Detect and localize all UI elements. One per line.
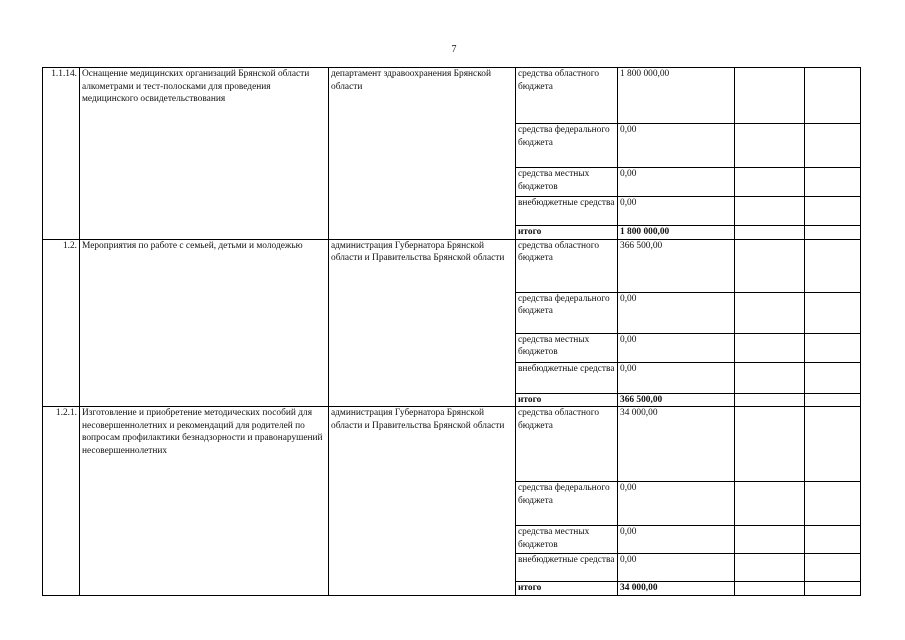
empty-cell bbox=[805, 554, 861, 582]
empty-cell bbox=[735, 68, 805, 124]
empty-cell bbox=[805, 226, 861, 240]
empty-cell bbox=[735, 526, 805, 554]
source-label: средства местных бюджетов bbox=[516, 333, 618, 362]
source-label: средства областного бюджета bbox=[516, 68, 618, 124]
source-value: 0,00 bbox=[618, 526, 735, 554]
item-name: Мероприятия по работе с семьей, детьми и молодежью bbox=[80, 239, 329, 407]
empty-cell bbox=[805, 292, 861, 333]
source-label: средства местных бюджетов bbox=[516, 526, 618, 554]
source-label: внебюджетные средства bbox=[516, 197, 618, 226]
source-value: 0,00 bbox=[618, 197, 735, 226]
empty-cell bbox=[735, 407, 805, 482]
page-number: 7 bbox=[451, 44, 457, 55]
empty-cell bbox=[735, 292, 805, 333]
table-row bbox=[43, 239, 861, 292]
total-value: 34 000,00 bbox=[618, 582, 735, 596]
source-label: средства федерального бюджета bbox=[516, 292, 618, 333]
empty-cell bbox=[805, 168, 861, 197]
item-name: Изготовление и приобретение методических пособий для несовершеннолетних и рекомендаций для родителей по вопросам профилактики безнадзорности и правонарушений несовершеннолетних bbox=[80, 407, 329, 596]
table-row bbox=[43, 407, 861, 482]
source-value: 0,00 bbox=[618, 362, 735, 393]
item-executor: администрация Губернатора Брянской области и Правительства Брянской области bbox=[329, 239, 516, 407]
source-value: 0,00 bbox=[618, 168, 735, 197]
empty-cell bbox=[805, 124, 861, 168]
empty-cell bbox=[735, 168, 805, 197]
total-value: 1 800 000,00 bbox=[618, 226, 735, 240]
empty-cell bbox=[805, 482, 861, 526]
total-label: итого bbox=[516, 226, 618, 240]
empty-cell bbox=[735, 362, 805, 393]
total-label: итого bbox=[516, 582, 618, 596]
source-value: 0,00 bbox=[618, 292, 735, 333]
source-label: внебюджетные средства bbox=[516, 362, 618, 393]
empty-cell bbox=[735, 124, 805, 168]
item-number: 1.2. bbox=[43, 239, 80, 407]
empty-cell bbox=[805, 239, 861, 292]
item-executor: департамент здравоохранения Брянской области bbox=[329, 68, 516, 240]
source-label: средства областного бюджета bbox=[516, 239, 618, 292]
empty-cell bbox=[805, 197, 861, 226]
source-label: внебюджетные средства bbox=[516, 554, 618, 582]
item-name: Оснащение медицинских организаций Брянской области алкометрами и тест-полосками для проведения медицинского освидетельствования bbox=[80, 68, 329, 240]
empty-cell bbox=[735, 333, 805, 362]
empty-cell bbox=[805, 407, 861, 482]
source-label: средства областного бюджета bbox=[516, 407, 618, 482]
source-label: средства местных бюджетов bbox=[516, 168, 618, 197]
source-value: 0,00 bbox=[618, 482, 735, 526]
empty-cell bbox=[735, 226, 805, 240]
empty-cell bbox=[735, 582, 805, 596]
item-executor: администрация Губернатора Брянской области и Правительства Брянской области bbox=[329, 407, 516, 596]
empty-cell bbox=[735, 554, 805, 582]
item-number: 1.1.14. bbox=[43, 68, 80, 240]
budget-table bbox=[42, 67, 861, 596]
source-value: 0,00 bbox=[618, 333, 735, 362]
source-label: средства федерального бюджета bbox=[516, 124, 618, 168]
source-value: 34 000,00 bbox=[618, 407, 735, 482]
empty-cell bbox=[805, 68, 861, 124]
table-row bbox=[43, 68, 861, 124]
total-value: 366 500,00 bbox=[618, 393, 735, 407]
empty-cell bbox=[805, 393, 861, 407]
empty-cell bbox=[805, 362, 861, 393]
source-value: 366 500,00 bbox=[618, 239, 735, 292]
empty-cell bbox=[735, 197, 805, 226]
empty-cell bbox=[805, 582, 861, 596]
empty-cell bbox=[735, 239, 805, 292]
empty-cell bbox=[735, 482, 805, 526]
empty-cell bbox=[735, 393, 805, 407]
empty-cell bbox=[805, 333, 861, 362]
item-number: 1.2.1. bbox=[43, 407, 80, 596]
total-label: итого bbox=[516, 393, 618, 407]
empty-cell bbox=[805, 526, 861, 554]
source-label: средства федерального бюджета bbox=[516, 482, 618, 526]
source-value: 1 800 000,00 bbox=[618, 68, 735, 124]
source-value: 0,00 bbox=[618, 554, 735, 582]
source-value: 0,00 bbox=[618, 124, 735, 168]
